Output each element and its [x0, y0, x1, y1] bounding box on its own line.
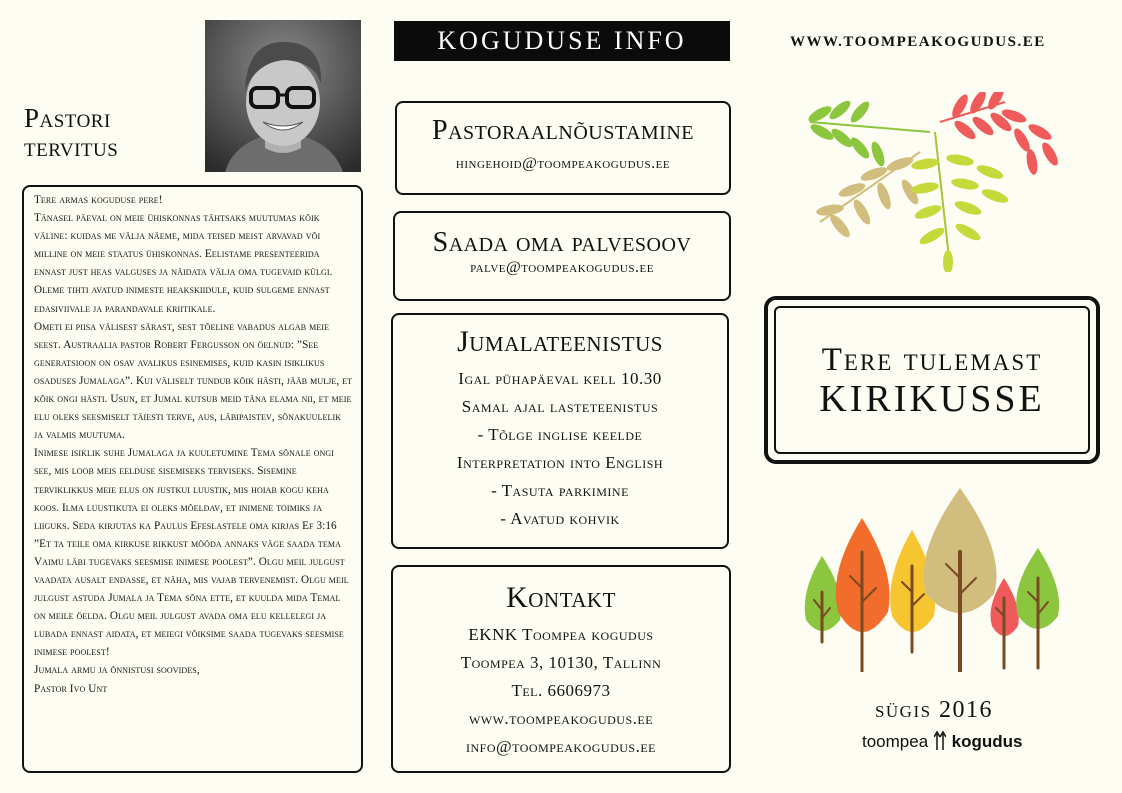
contact-email[interactable]: info@toompeakogudus.ee [465, 737, 657, 756]
service-line: Interpretation into English [456, 453, 664, 472]
contact-phone[interactable]: Tel. 6606973 [511, 681, 611, 700]
service-line: Samal ajal lasteteenistus [461, 397, 659, 416]
church-logo [862, 730, 1022, 755]
season-label: sügis 2016 [874, 697, 994, 723]
greeting-title [24, 104, 118, 162]
logo-text-left: toompea [862, 732, 929, 751]
contact-line: Toompea 3, 10130, Tallinn [460, 653, 662, 672]
greeting-letter [22, 185, 363, 773]
letter-paragraph: Inimese isiklik suhe Jumalaga ja kuuletumine Tema sõnale ongi see, mis loob meis eelduse sisemiseks terviseks. Sisemine terviklikkus meie elus on justkui luustik, mis hoiab kogu keha koos. Ilma luustikuta ei oleks mõeldav, et inimene toimiks ja liiguks. Seda kirjutas ka Paulus Efeslastele oma kirjas Ef 3:16 ”Et ta teile oma kirkuse rikkust mööda annaks väge saada tema Vaimu läbi tugevaks seesmise inimese poolest”. Olgu meil julgust vaadata ausalt endasse, et näha, mis vajab tervenemist. Olgu meil julgust astuda Jumala ja Tema sõna ette, et kuulda mida Temal on meile öelda. Olgu meil julgust avada oma elu kellelegi ja lubada ennast aidata, et meiegi võiksime saada tugevaks seesmise inimese poolest! [34, 447, 349, 659]
welcome-line1: Tere tulemast [821, 342, 1043, 378]
service-line: Igal pühapäeval kell 10.30 [458, 369, 662, 388]
service-line: - Avatud kohvik [500, 509, 620, 528]
letter-signature: Pastor Ivo Unt [34, 682, 108, 695]
letter-closing: Jumala armu ja õnnistusi soovides, [34, 664, 200, 677]
letter-paragraph: Tänasel päeval on meie ühiskonnas tähtsaks muutumas kõik väline: kuidas me välja näeme, mida teised meist arvavad või milline on meie staatus ühiskonnas. Eelistame presenteerida ennast just heas valguses ja näidata välja oma tugevaid külgi. Oleme tihti avatud inimeste heakskiidule, kuid sulgeme ennast edasiviivale ja parandavale kriitikale. [34, 212, 333, 315]
greeting-title-line1: Pastori [24, 103, 111, 133]
letter-paragraph: Tere armas koguduse pere! [34, 194, 163, 206]
banner-title: KOGUDUSE INFO [394, 21, 730, 61]
contact-box [391, 565, 731, 773]
greeting-title-line2: tervitus [24, 132, 119, 162]
logo-text-right: kogudus [951, 732, 1023, 751]
autumn-trees-icon [796, 482, 1066, 677]
service-line: - Tasuta parkimine [491, 481, 629, 500]
prayer-email[interactable]: palve@toompeakogudus.ee [470, 259, 654, 276]
autumn-leaves-icon [800, 92, 1070, 277]
contact-title: Kontakt [506, 581, 616, 614]
pastor-photo [205, 20, 361, 172]
service-title: Jumalateenistus [457, 325, 663, 358]
service-box [391, 313, 729, 549]
counseling-title: Pastoraalnõustamine [432, 115, 694, 146]
counseling-email[interactable]: hingehoid@toompeakogudus.ee [455, 155, 671, 172]
counseling-box [395, 101, 731, 195]
prayer-box [393, 211, 731, 301]
welcome-line2: KIRIKUSSE [819, 378, 1045, 420]
prayer-title: Saada oma palvesoov [432, 227, 692, 258]
website-link[interactable]: WWW.TOOMPEAKOGUDUS.EE [790, 34, 1046, 50]
welcome-frame [764, 296, 1100, 464]
contact-line: EKNK Toompea kogudus [468, 625, 654, 644]
up-arrows-icon [934, 730, 946, 755]
service-line: - Tõlge inglise keelde [477, 425, 643, 444]
letter-paragraph: Ometi ei piisa välisest särast, sest tõeline vabadus algab meie seest. Austraalia pastor Robert Fergusson on öelnud: ”See generatsioon on osav avalikus esinemises, kuid kasin isiklikus osaduses Jumalaga”. Kui väliselt tundub kõik hästi, jääb mulje, et kõik ongi hästi. Usun, et Jumal kutsub meid täna elama nii, et meie elu oleks seesmiselt täiesti terve, aus, läbipaistev, sõnakuulelik ja valmis muutuma. [34, 320, 353, 442]
contact-website[interactable]: www.toompeakogudus.ee [468, 709, 654, 728]
